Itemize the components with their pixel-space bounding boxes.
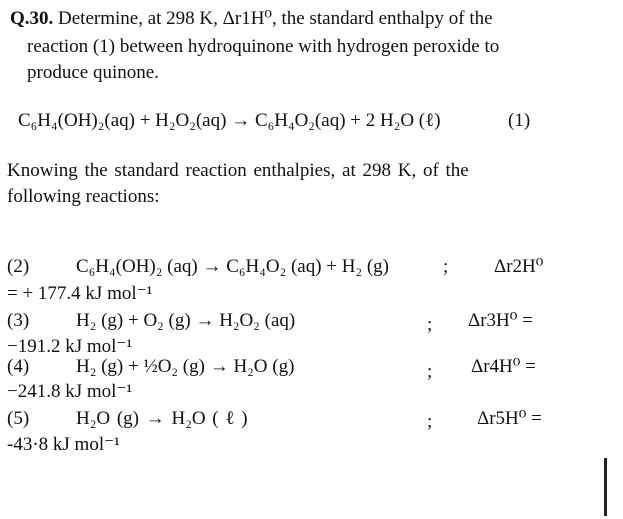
reaction-4-equation: H₂ (g) + ½O₂ (g) → H₂O (g) bbox=[76, 356, 295, 377]
reaction-2-delta: Δr2H⁰ bbox=[494, 256, 544, 277]
reaction-3-delta: Δr3H⁰ = bbox=[468, 310, 533, 331]
reaction-5-delta: Δr5H⁰ = bbox=[477, 408, 542, 429]
text-cursor-bar bbox=[604, 458, 607, 516]
reaction-4-value: −241.8 kJ mol⁻¹ bbox=[7, 381, 133, 402]
reaction-3-value: −191.2 kJ mol⁻¹ bbox=[7, 336, 133, 357]
reaction-2-equation: C₆H₄(OH)₂ (aq) → C₆H₄O₂ (aq) + H₂ (g) bbox=[76, 256, 389, 277]
reaction-4-delta: Δr4H⁰ = bbox=[471, 356, 536, 377]
reaction-3-number: (3) bbox=[7, 310, 30, 331]
main-reaction-number: (1) bbox=[508, 110, 531, 131]
knowing-line-2: following reactions: bbox=[7, 186, 160, 207]
question-label: Q.30. bbox=[10, 8, 54, 29]
reaction-4-number: (4) bbox=[7, 356, 30, 377]
question-line-3: produce quinone. bbox=[27, 62, 159, 83]
reaction-5-number: (5) bbox=[7, 408, 30, 429]
reaction-2-number: (2) bbox=[7, 256, 30, 277]
reaction-5-equation: H₂O (g) → H₂O ( ℓ ) bbox=[76, 408, 248, 429]
reaction-3-separator: ; bbox=[427, 314, 433, 335]
reaction-5-separator: ; bbox=[427, 411, 433, 432]
main-reaction-equation: C₆H₄(OH)₂(aq) + H₂O₂(aq) → C₆H₄O₂(aq) + 2 H₂O (ℓ) bbox=[18, 110, 441, 131]
reaction-3-equation: H₂ (g) + O₂ (g) → H₂O₂ (aq) bbox=[76, 310, 296, 331]
question-line-1 bbox=[10, 8, 493, 30]
reaction-4-separator: ; bbox=[427, 361, 433, 382]
reaction-5-value: -43·8 kJ mol⁻¹ bbox=[7, 434, 120, 455]
question-text-1: Determine, at 298 K, Δr1H⁰, the standard enthalpy of the bbox=[58, 8, 493, 29]
knowing-line-1: Knowing the standard reaction enthalpies, at 298 K, of the bbox=[7, 160, 469, 181]
reaction-2-separator: ; bbox=[443, 256, 449, 277]
question-line-2: reaction (1) between hydroquinone with hydrogen peroxide to bbox=[27, 36, 500, 57]
reaction-2-value: = + 177.4 kJ mol⁻¹ bbox=[7, 283, 153, 304]
